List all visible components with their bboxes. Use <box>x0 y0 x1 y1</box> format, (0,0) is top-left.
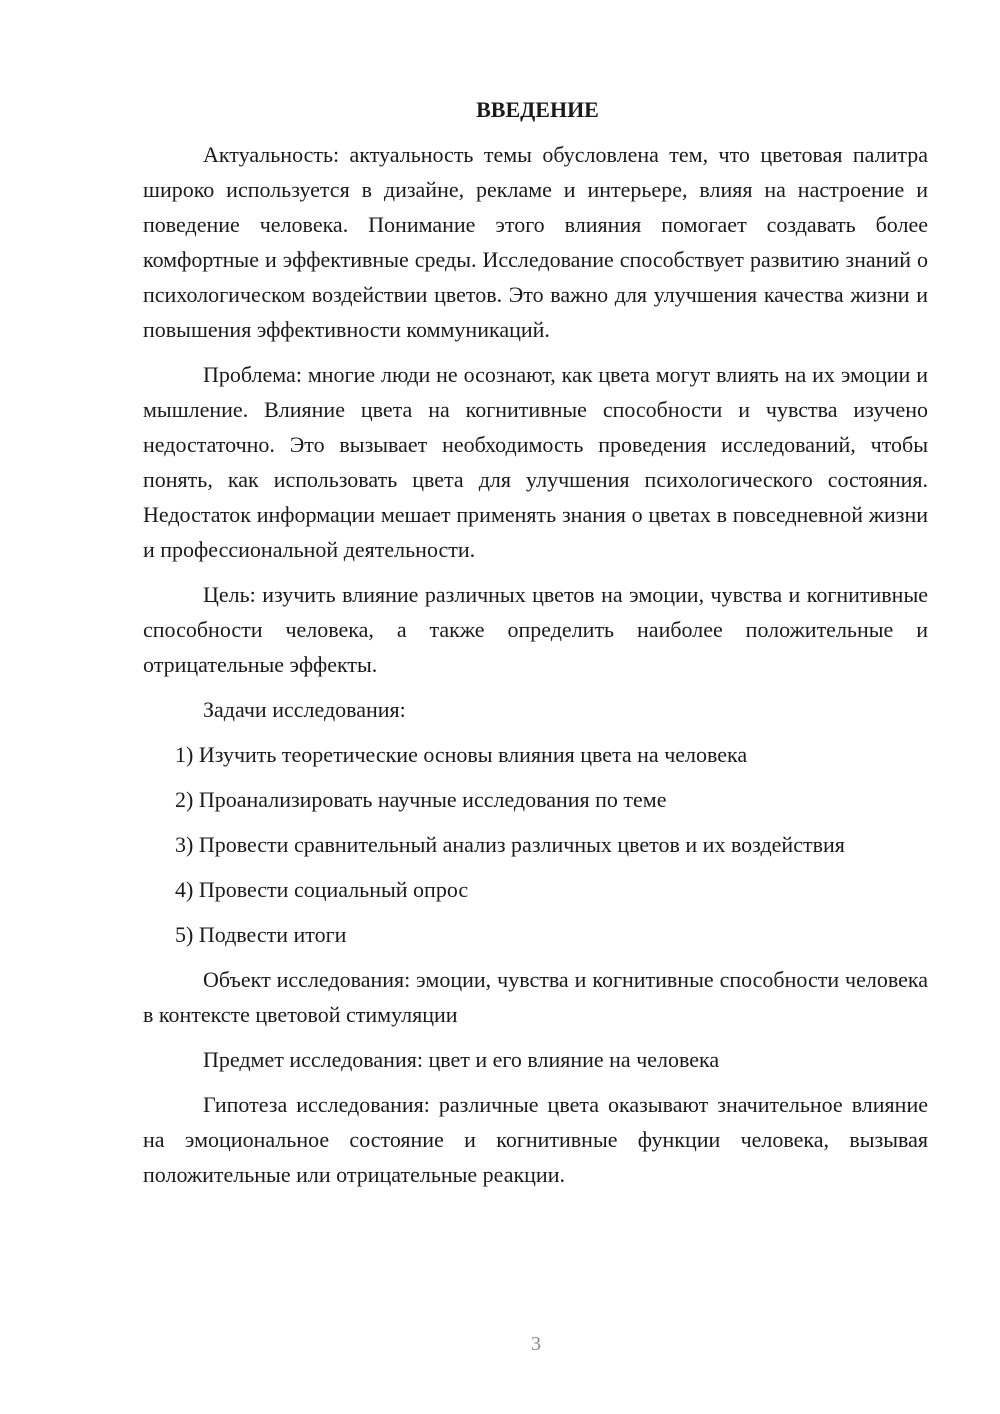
task-item-2: 2) Проанализировать научные исследования по теме <box>175 787 667 812</box>
task-item-4: 4) Провести социальный опрос <box>175 877 469 902</box>
problem-paragraph: Проблема: многие люди не осознают, как цвета могут влиять на их эмоции и мышление. Влияние цвета на когнитивные способности и чувства изучено недостаточно. Это вызывает необходимость проведения исследований, чтобы понять, как использовать цвета для улучшения психологического состояния. Недостаток информации мешает применять знания о цветах в повседневной жизни и профессиональной деятельности. <box>143 362 928 562</box>
task-item-5: 5) Подвести итоги <box>175 922 347 947</box>
page-number: 3 <box>531 1333 541 1355</box>
hypothesis-paragraph: Гипотеза исследования: различные цвета оказывают значительное влияние на эмоциональное состояние и когнитивные функции человека, вызывая положительные или отрицательные реакции. <box>143 1092 928 1187</box>
relevance-paragraph: Актуальность: актуальность темы обусловлена тем, что цветовая палитра широко используется в дизайне, рекламе и интерьере, влияя на настроение и поведение человека. Понимание этого влияния помогает создавать более комфортные и эффективные среды. Исследование способствует развитию знаний о психологическом воздействии цветов. Это важно для улучшения качества жизни и повышения эффективности коммуникаций. <box>143 142 928 342</box>
task-item-3: 3) Провести сравнительный анализ различных цветов и их воздействия <box>175 832 845 857</box>
tasks-heading: Задачи исследования: <box>203 697 406 722</box>
object-paragraph: Объект исследования: эмоции, чувства и когнитивные способности человека в контексте цветовой стимуляции <box>143 967 928 1027</box>
subject-paragraph: Предмет исследования: цвет и его влияние на человека <box>203 1047 720 1072</box>
document-page <box>143 92 928 1202</box>
goal-paragraph: Цель: изучить влияние различных цветов на эмоции, чувства и когнитивные способности человека, а также определить наиболее положительные и отрицательные эффекты. <box>143 582 928 677</box>
task-item-1: 1) Изучить теоретические основы влияния цвета на человека <box>175 742 748 767</box>
page-title: ВВЕДЕНИЕ <box>476 97 599 122</box>
